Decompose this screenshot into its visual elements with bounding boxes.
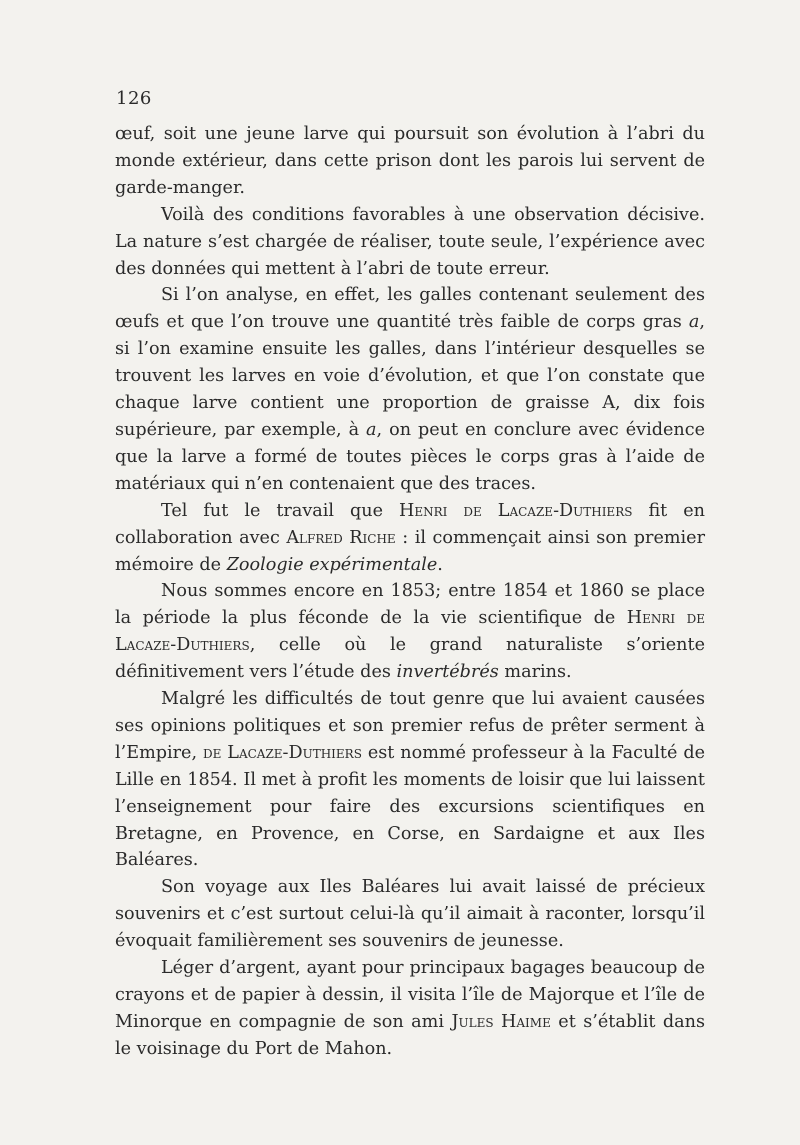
text-run: Tel fut le travail que [161,500,400,521]
text-run: , celle où le grand naturaliste s’oriente définitivement vers l’étude des [115,635,705,683]
text-run: œuf, soit une jeune larve qui poursuit son évolution à l’abri du monde extérieur, dans cette prison dont les parois lui servent de garde-manger. [115,124,705,198]
italic-text: Zoologie expérimentale [226,554,438,575]
paragraph [115,874,705,955]
text-run: est nommé professeur à la Faculté de Lille en 1854. Il met à profit les moments de loisir que lui laissent l’enseignement pour faire des excursions scientifiques en Bretagne, en Provence, en Corse, en Sardaigne et aux Iles Baléares. [115,742,705,871]
text-run: fit en collaboration avec [115,500,705,548]
paragraph [115,686,705,874]
text-run: : il commençait ainsi son premier mémoire de [115,527,705,575]
paragraph [115,121,705,202]
text-run: Son voyage aux Iles Baléares lui avait laissé de précieux souvenirs et c’est surtout celui-là qu’il aimait à raconter, lorsqu’il évoquait familièrement ses souvenirs de jeunesse. [115,877,705,952]
text-run: Nous sommes encore en 1853; entre 1854 et 1860 se place la période la plus féconde de la vie scientifique de [115,581,705,629]
italic-text: a [366,419,377,440]
text-run: Si l’on analyse, en effet, les galles contenant seulement des œufs et que l’on trouve une quantité très faible de corps gras [115,285,705,333]
text-run: Malgré les difficultés de tout genre que lui avaient causées ses opinions politiques et son premier refus de prêter serment à l’Empire, [115,689,705,763]
text-run: , si l’on examine ensuite les galles, dans l’intérieur desquelles se trouvent les larves en voie d’évolution, et que l’on constate que chaque larve contient une proportion de graisse A, dix fois supérieure, par exemple, à [115,312,705,440]
text-run: Voilà des conditions favorables à une observation décisive. La nature s’est chargée de réaliser, toute seule, l’expérience avec des données qui mettent à l’abri de toute erreur. [115,204,705,279]
paragraph [115,282,705,497]
paragraph [115,498,705,579]
person-name: Henri de Lacaze-Duthiers [399,500,633,521]
body-text [115,121,705,1063]
italic-text: invertébrés [396,662,499,683]
text-run: et s’établit dans le voisinage du Port de Mahon. [115,1011,705,1059]
person-name: Alfred Riche [286,527,396,548]
text-run: Léger d’argent, ayant pour principaux bagages beaucoup de crayons et de papier à dessin, il visita l’île de Majorque et l’île de Minorque en compagnie de son ami [115,958,705,1032]
paragraph [115,955,705,1063]
italic-text: a [688,312,700,333]
paragraph [115,202,705,283]
paragraph [115,578,705,686]
text-run: , on peut en conclure avec évidence que la larve a formé de toutes pièces le corps gras à l’aide de matériaux qui n’en contenaient que des traces. [115,419,705,494]
person-name: de Lacaze-Duthiers [202,742,362,763]
text-run: . [437,554,443,575]
person-name: Jules Haime [451,1011,551,1032]
page-number: 126 [116,88,152,109]
person-name: Henri de Lacaze-Duthiers [115,608,705,656]
text-run: marins. [498,662,572,683]
